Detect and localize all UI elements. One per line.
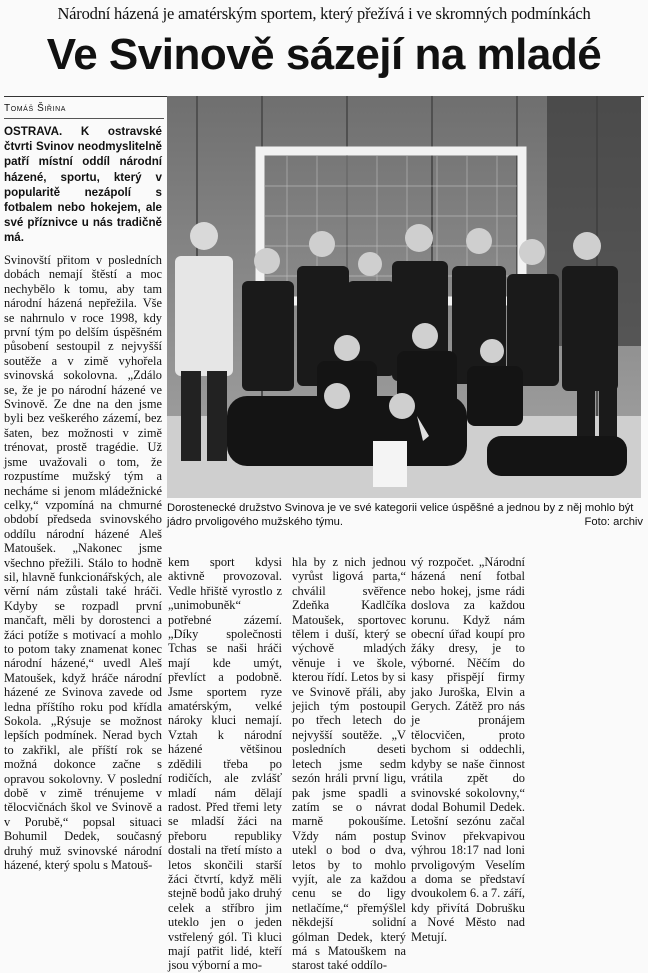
byline	[4, 103, 66, 114]
kicker: Národní házená je amatérským sportem, který přežívá i ve skromných podmínkách	[57, 4, 591, 23]
headline: Ve Svinově sázejí na mladé	[46, 30, 602, 79]
byline-text: Tomáš Šiřina	[4, 103, 67, 114]
byline-divider	[4, 118, 164, 119]
article-column-3: hla by z nich jednou vyrůst ligová parta,“ chválil svěřence Zdeňka Kadlčíka Matoušek, sportovec tělem i duší, který se výchově mladých věnuje i ve škole, kterou řídí. Letos by si ve Svinově přáli, aby jejich tým postoupil po třech letech do nejvyšší soutěže. „V posledních deseti letech jsme sedm sezón hráli první ligu, pak jsme spadli a zatím se o návrat marně pokoušíme. Vždy nám postup utekl o bod o dva, letos by to mohlo vyjít, ale za každou cenu se do ligy netlačíme,“ přemýšlel někdejší solidní gólman Dedek, který má s Matouškem na starost také oddílo-	[292, 555, 406, 973]
team-photo-illustration	[167, 96, 641, 498]
article-column-4: vý rozpočet. „Národní házená není fotbal nebo hokej, jsme rádi doslova za každou korunu. Když nám obecní úřad koupí pro žáky dresy, je to výborné. Něčím do kasy přispějí firmy jako Juroška, Elvin a Gerych. Zátěž pro nás je pronájem tělocvičen, proto bychom si oddechli, kdyby se naše činnost vrátila zpět do svinovské sokolovny,“ dodal Bohumil Dedek. Letošní sezónu začal Svinov překvapivou výhrou 18:17 nad loni prvoligovým Veselím a doma se představí dvoukolem 6. a 7. září, kdy přivítá Dobrušku a Nové Město nad Metují.	[411, 555, 525, 944]
team-photo	[167, 96, 641, 498]
lead-paragraph: OSTRAVA. K ostravské čtvrti Svinov neodmyslitelně patří místní oddíl národní házené, sportu, který v popularitě nezápolí s fotbalem nebo hokejem, ale své příznivce u nás tradičně má.	[4, 125, 162, 245]
photo-credit: Foto: archiv	[584, 516, 643, 528]
caption-text: Dorostenecké družstvo Svinova je ve své kategorii velice úspěšné a jednou by z něj mohlo být jádro prvoligového mužského týmu.	[167, 502, 634, 528]
article-column-1: Svinovští přitom v posledních dobách nemají štěstí a moc nechybělo k tomu, aby tam národní házená nepřežila. Vše se nahrnulo v roce 1998, kdy první tým po delším úspěšném působení sestoupil z nejvyšší soutěže a v zimě vyhořela svinovská sokolovna. „Zdálo se, že je po národní házené ve Svinově. Ze dne na den jsme byli bez veškerého zázemí, bez šaten, bez možnosti v zimě trénovat, prostě tragédie. Už jsme uvažovali o tom, že rozpustíme mužský tým a necháme si jenom mládežnické celky,“ vzpomíná na chmurné období předseda svinovského oddílu národní házené Aleš Matoušek. „Nakonec jsme všechno přežili. Stálo to hodně sil, hlavně funkcionářských, ale věrní nám zůstali také hráči. Kdyby se rozpadl první mančaft, měli by dorostenci a žáci potíže s motivací a mohlo to potom taky znamenat konec národní házené,“ uvedl Aleš Matoušek, když hráče národní házené ze Svinova zavede od ledna příštího roku pod křídla Sokola. „Rýsuje se možnost lepších podmínek. Nerad bych to zakřikl, ale příští rok se možná dokonce začne s opravou sokolovny. V poslední době v zimě trénujeme v tělocvičnách škol ve Svinově a v Porubě,“ popsal situaci Bohumil Dedek, současný druhý muž svinovské národní házené, který spolu s Matouš-	[4, 253, 162, 873]
article-column-2: kem sport kdysi aktivně provozoval. Vedle hřiště vyrostlo z „unimobuněk“ potřebné zázemí. „Díky společnosti Tchas se naši hráči mají kde umýt, převlíct a podobně. Jsme sportem ryze amatérským, velké nároky kluci nemají. Vztah k národní házené většinou zdědili třeba po rodičích, ale zvlášť mladí nám dělají radost. Před třemi lety se mladší žáci na přeboru republiky dostali na třetí místo a letos skončili starší žáci čtvrtí, když měli stejně bodů jako druhý celek a stříbro jim uteklo jen o jeden vstřelený gól. Ti kluci mají patřit lidé, kteří jsou výborní a mo-	[168, 555, 282, 973]
photo-caption	[167, 501, 643, 529]
